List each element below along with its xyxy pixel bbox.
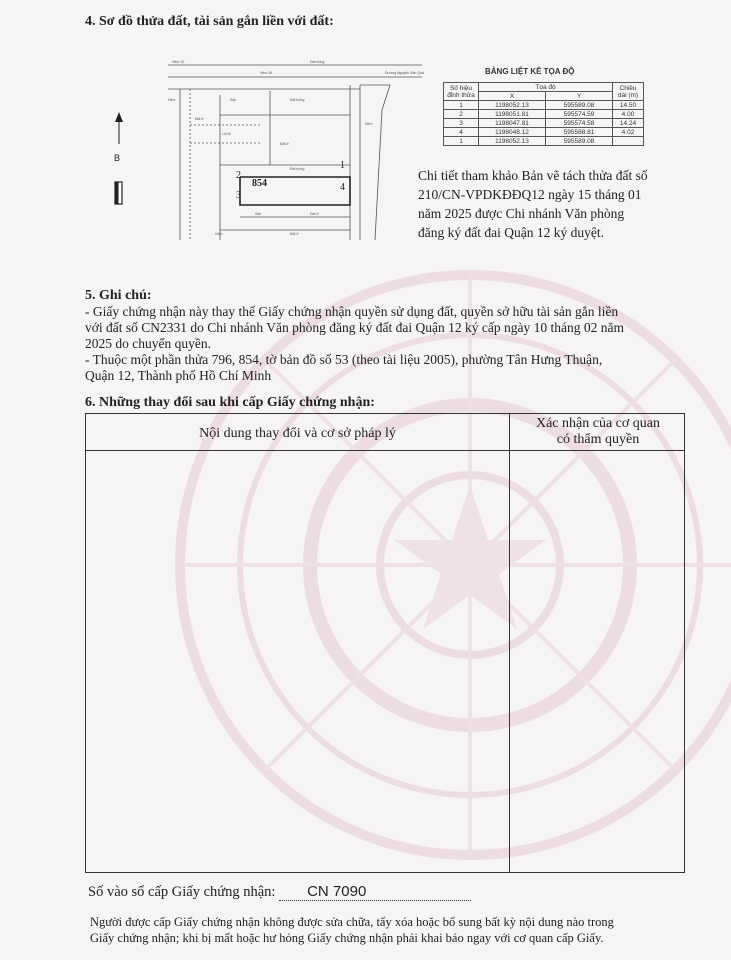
svg-text:Đất trống: Đất trống (310, 60, 325, 64)
vertex-4-label: 4 (340, 182, 345, 193)
coord-header-x: X (479, 92, 546, 101)
note-line: với đất số CN2331 do Chi nhánh Văn phòng đăng ký đất đai Quận 12 ký cấp ngày 10 tháng 02 năm (85, 320, 624, 335)
parcel-number: 854 (252, 178, 267, 189)
svg-text:Hẻm: Hẻm (168, 98, 176, 102)
coord-header-point: Số hiệu đỉnh thửa (444, 83, 479, 101)
north-label: B (114, 153, 121, 163)
svg-text:Hẻm 39: Hẻm 39 (260, 71, 273, 75)
svg-text:Đất ở: Đất ở (290, 232, 299, 236)
coord-length: 14.24 (613, 119, 644, 128)
coord-table-title: BẢNG LIỆT KÊ TỌA ĐỘ (485, 67, 575, 76)
svg-text:Đường Nguyễn Văn Quá: Đường Nguyễn Văn Quá (385, 71, 424, 75)
table-row (444, 110, 644, 119)
warning-line: Người được cấp Giấy chứng nhận không được sửa chữa, tẩy xóa hoặc bổ sung bất kỳ nội dung nào trong (90, 915, 614, 929)
note-line: - Giấy chứng nhận này thay thế Giấy chứng nhận quyền sử dụng đất, quyền sở hữu tài sản gắn liền (85, 304, 619, 319)
warning-line: Giấy chứng nhận; khi bị mất hoặc hư hỏng Giấy chứng nhận phải khai báo ngay với cơ quan cấp Giấy. (90, 931, 604, 945)
vertex-1-label: 1 (340, 160, 345, 171)
changes-table (85, 413, 685, 873)
header-divider (86, 450, 684, 451)
svg-text:Đất ở: Đất ở (195, 117, 204, 121)
svg-text:Đất ở: Đất ở (310, 212, 319, 216)
coord-header-coord: Tọa độ (479, 83, 613, 92)
table-row (444, 101, 644, 110)
note-line: Quận 12, Thành phố Hồ Chí Minh (85, 368, 272, 383)
table-row (444, 119, 644, 128)
registration-dots (279, 883, 471, 901)
coord-y: 595589.08 (546, 137, 613, 146)
changes-header-confirmation (510, 416, 686, 448)
detail-note-line: 210/CN-VPDKĐĐQ12 ngày 15 tháng 01 (418, 187, 642, 202)
coord-point: 3 (444, 119, 479, 128)
vertex-2-label: 2 (236, 170, 241, 181)
warning-note (90, 914, 720, 946)
svg-text:Sân: Sân (255, 212, 262, 216)
coord-point: 4 (444, 128, 479, 137)
coord-point: 2 (444, 110, 479, 119)
coord-header-y: Y (546, 92, 613, 101)
coord-x: 1198048.12 (479, 128, 546, 137)
coord-length: 14.50 (613, 101, 644, 110)
coord-length: 4.02 (613, 128, 644, 137)
detail-note-line: Chi tiết tham khảo Bản vẽ tách thửa đất số (418, 168, 648, 183)
svg-text:Sân: Sân (230, 98, 237, 102)
coord-x: 1198052.13 (479, 101, 546, 110)
coord-x: 1198052.13 (479, 137, 546, 146)
svg-text:Hẻm: Hẻm (365, 122, 373, 126)
svg-text:Hẻm: Hẻm (215, 232, 223, 236)
section5-notes (85, 304, 705, 384)
detail-note (418, 166, 648, 242)
coord-point: 1 (444, 101, 479, 110)
detail-note-line: đăng ký đất đai Quận 12 ký duyệt. (418, 225, 604, 240)
coord-table (443, 82, 644, 146)
svg-text:Đất trống: Đất trống (290, 167, 305, 171)
note-line: - Thuộc một phần thửa 796, 854, tờ bản đồ số 53 (theo tài liệu 2005), phường Tân Hưng Thuận, (85, 352, 603, 367)
svg-text:Hẻm 10: Hẻm 10 (172, 60, 185, 64)
svg-text:Đất trống: Đất trống (290, 98, 305, 102)
coord-x: 1198051.81 (479, 110, 546, 119)
note-line: 2025 do chuyển quyền. (85, 336, 211, 351)
svg-text:Đất ở: Đất ở (280, 142, 289, 146)
registration-label: Số vào sổ cấp Giấy chứng nhận: (88, 884, 276, 900)
coord-y: 595589.08 (546, 101, 613, 110)
section5-title: 5. Ghi chú: (85, 288, 152, 303)
coord-y: 595574.58 (546, 119, 613, 128)
table-row (444, 128, 644, 137)
detail-note-line: năm 2025 được Chi nhánh Văn phòng (418, 206, 625, 221)
coord-y: 595588.81 (546, 128, 613, 137)
coord-x: 1198047.81 (479, 119, 546, 128)
section4-title: 4. Sơ đồ thửa đất, tài sản gắn liền với đất: (85, 14, 334, 29)
confirmation-line: Xác nhận của cơ quan (535, 416, 660, 431)
registration-value: CN 7090 (307, 883, 367, 900)
registration-number (88, 884, 471, 901)
column-divider (509, 414, 510, 872)
svg-text:Lối đi: Lối đi (222, 132, 231, 136)
coord-length: 4.00 (613, 110, 644, 119)
section6-title: 6. Những thay đổi sau khi cấp Giấy chứng nhận: (85, 395, 375, 410)
confirmation-line: có thẩm quyền (556, 432, 640, 447)
changes-header-content: Nội dung thay đổi và cơ sở pháp lý (199, 426, 396, 441)
coord-y: 595574.59 (546, 110, 613, 119)
coord-header-length: Chiều dài (m) (613, 83, 644, 101)
site-plan-diagram (160, 55, 426, 240)
table-row (444, 137, 644, 146)
coord-point: 1 (444, 137, 479, 146)
vertex-3-label: 3 (236, 190, 241, 201)
